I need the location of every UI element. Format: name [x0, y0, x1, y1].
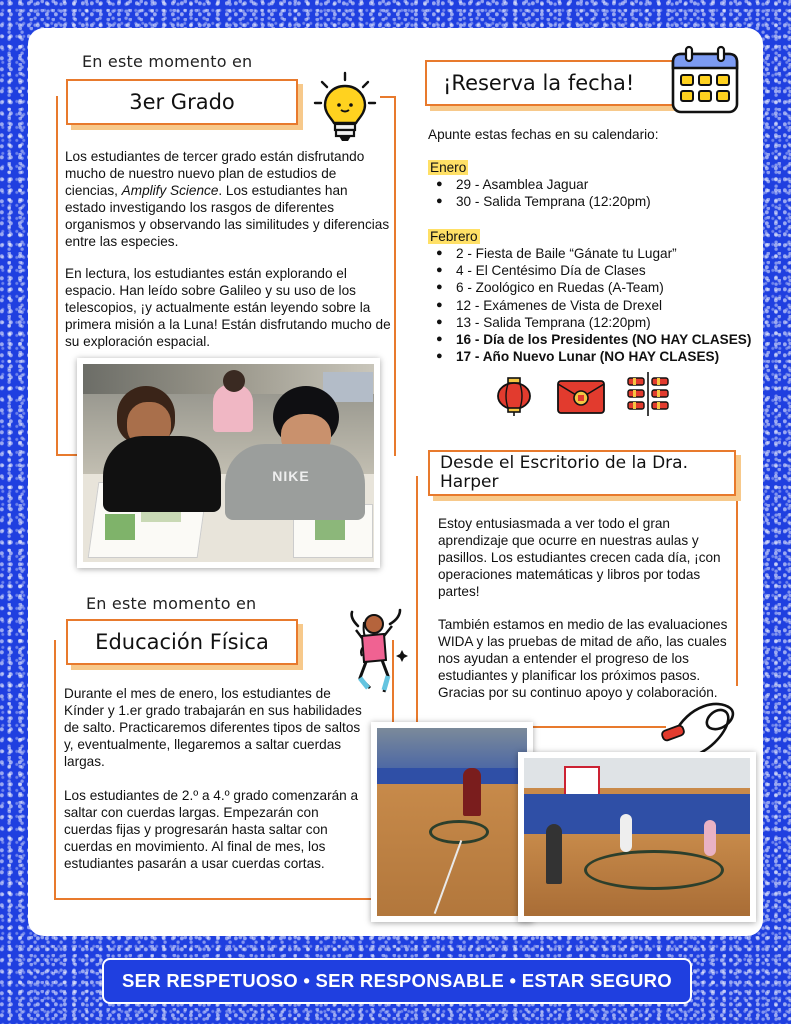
gym-photo-2: [518, 752, 756, 922]
event-item: ● 4 - El Centésimo Día de Clases: [428, 262, 768, 279]
principal-title: Desde el Escritorio de la Dra. Harper: [440, 453, 688, 492]
event-item: ● 17 - Año Nuevo Lunar (NO HAY CLASES): [428, 348, 768, 365]
month-label-febrero: Febrero: [430, 229, 478, 244]
pe-paragraph-2: Los estudiantes de 2.º a 4.º grado comenzarán a saltar con cuerdas largas. Empezarán con cuerdas fijas y progresarán hasta saltar con cuerdas en movimiento. Al final de mes, los estudiantes pasarán a usar cuerdas cortas.: [64, 788, 359, 871]
event-item: ● 16 - Día de los Presidentes (NO HAY CLASES): [428, 331, 768, 348]
grade-paragraph-2: En lectura, los estudiantes están explorando el espacio. Han leído sobre Galileo y su uso de los telescopios, ¡y actualmente están leyendo sobre la primera misión a la Luna! Están disfrutando mucho de su exploración espacial.: [65, 266, 391, 349]
jersey-logo-text: NIKE: [272, 468, 310, 484]
pe-paragraph-1: Durante el mes de enero, los estudiantes de Kínder y 1.er grado trabajarán en sus habilidades de salto. Practicaremos diferentes tipos de saltos y, eventualmente, llegaremos a saltar cuerdas largas.: [64, 686, 362, 769]
grade-title: 3er Grado: [129, 90, 235, 114]
grade-paragraph-1: Los estudiantes de tercer grado están disfrutando mucho de nuestro nuevo plan de estudios de ciencias, Amplify Science. Los estudiantes han estado investigando los rasgos de diferentes organismos y observando las similitudes y diferencias entre las especies.: [65, 149, 390, 249]
calendar-title-box: [425, 60, 683, 106]
pe-kicker: En este momento en: [86, 594, 257, 613]
classroom-photo: [77, 358, 380, 568]
lightbulb-icon: [312, 70, 378, 144]
firecracker-icon: [624, 372, 672, 418]
pe-frame-left: [54, 640, 56, 900]
events-enero: [428, 176, 768, 210]
motto-text: SER RESPETUOSO • SER RESPONSABLE • ESTAR SEGURO: [122, 970, 672, 991]
principal-title-box: [428, 450, 736, 496]
principal-frame-right: [736, 476, 738, 686]
event-item: ● 12 - Exámenes de Vista de Drexel: [428, 297, 768, 314]
event-item: ● 29 - Asamblea Jaguar: [428, 176, 768, 193]
principal-paragraph-1: Estoy entusiasmada a ver todo el gran aprendizaje que ocurre en nuestras aulas y pasillos. Los estudiantes crecen cada día, ¡con operaciones matemáticas y libros por todas partes!: [438, 516, 721, 599]
principal-paragraph-2: También estamos en medio de las evaluaciones WIDA y las pruebas de mitad de año, las cuales nos ayudan a entender el progreso de los estudiantes y planificar los próximos pasos. Gracias por su continuo apoyo y colaboración.: [438, 617, 728, 700]
gym-photo-1: [371, 722, 533, 922]
events-febrero: [428, 245, 768, 365]
lantern-icon: [494, 376, 534, 416]
grade-frame-right: [394, 96, 396, 456]
event-item: ● 2 - Fiesta de Baile “Gánate tu Lugar”: [428, 245, 768, 262]
motto-banner: [102, 958, 692, 1004]
grade-frame-left: [56, 96, 58, 456]
curriculum-name: Amplify Science: [121, 183, 219, 198]
principal-frame-left: [416, 476, 418, 728]
event-item: ● 30 - Salida Temprana (12:20pm): [428, 193, 768, 210]
event-item: ● 6 - Zoológico en Ruedas (A-Team): [428, 279, 768, 296]
calendar-intro: Apunte estas fechas en su calendario:: [428, 127, 659, 142]
pe-frame-bottom: [54, 898, 374, 900]
calendar-icon: [668, 44, 742, 116]
grade-title-box: [66, 79, 298, 125]
red-envelope-icon: [556, 378, 606, 416]
grade-kicker: En este momento en: [82, 52, 253, 71]
month-label-enero: Enero: [430, 160, 467, 175]
event-item: ● 13 - Salida Temprana (12:20pm): [428, 314, 768, 331]
calendar-title: ¡Reserva la fecha!: [443, 71, 635, 95]
pe-title: Educación Física: [95, 630, 269, 654]
pe-title-box: [66, 619, 298, 665]
